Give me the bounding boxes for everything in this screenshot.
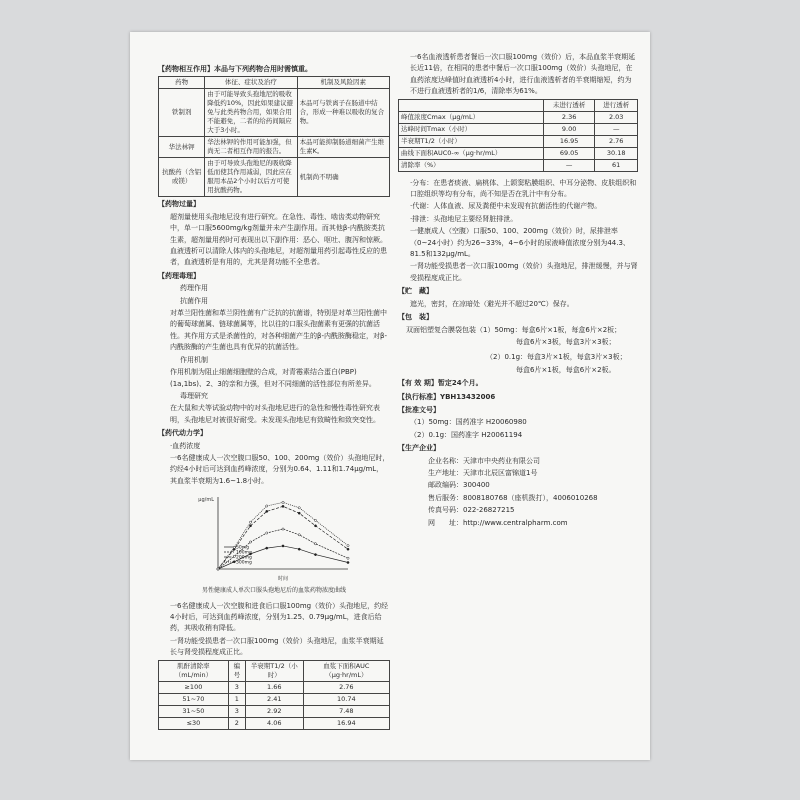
- table-cell: 51~70: [159, 693, 229, 705]
- table-row: [399, 135, 638, 147]
- after-chart-text: 一6名健康成人一次空腹和进食后口服100mg（效价）头孢地尼，约经4小时后，可达到血药峰浓度，分别为1.25、0.79μg/mL，进食后给药，其吸收稍有降低。: [170, 601, 389, 633]
- validity: 【有 效 期】暂定24个月。: [398, 379, 483, 388]
- approval-title: 【批准文号】: [398, 405, 440, 414]
- table-cell: 1: [228, 693, 245, 705]
- standard: 【执行标准】YBH13432006: [398, 392, 496, 401]
- table-cell: 1.66: [245, 681, 303, 693]
- pk-header: 进行透析: [595, 99, 638, 111]
- data-point: [282, 545, 284, 547]
- company-address: 生产地址：天津市北辰区富锦道1号: [428, 468, 538, 477]
- table-cell: 2: [228, 717, 245, 729]
- data-point: [347, 562, 349, 564]
- chart-caption: 男性健康成人单次口服头孢地尼后的血浆药物浓度曲线: [201, 587, 346, 595]
- pk-header: 未进行透析: [543, 99, 595, 111]
- legend-label: 100mg: [236, 550, 252, 556]
- data-point: [249, 521, 251, 523]
- pharm-sub-2: 抗菌作用: [180, 296, 208, 305]
- metabolism-text: ·代谢：人体血液、尿及粪便中未发现有抗菌活性的代谢产物。: [410, 202, 602, 211]
- table-cell: 3: [228, 681, 245, 693]
- table-cell: 2.92: [245, 705, 303, 717]
- data-point: [314, 525, 316, 527]
- table-cell: 机制尚不明确: [297, 158, 389, 197]
- data-point: [217, 568, 219, 570]
- pharm-sub-1: 药理作用: [180, 284, 208, 293]
- interaction-title: 【药物相互作用】本品与下列药物合用时需慎重。: [158, 65, 312, 73]
- approval-line: （2）0.1g：国药准字 H20061194: [410, 430, 523, 439]
- table-row: [159, 693, 390, 705]
- data-point: [282, 528, 284, 530]
- table-cell: 69.05: [543, 147, 595, 159]
- overdose-title: 【药物过量】: [158, 200, 200, 209]
- concentration-chart-svg: [158, 491, 390, 583]
- table-cell: 61: [595, 159, 638, 171]
- data-point: [298, 548, 300, 550]
- data-point: [298, 512, 300, 514]
- storage-text: 遮光，密封，在凉暗处（避光并不超过20℃）保存。: [410, 299, 574, 308]
- table-cell: —: [543, 159, 595, 171]
- approval-line: （1）50mg：国药准字 H20060980: [410, 418, 527, 427]
- mechanism-text: 作用机制为阻止细菌细胞壁的合成，对青霉素结合蛋白(PBP)(1a,1bs)、2、3的亲和力强，但对不同细菌的活性部位有所差异。: [170, 368, 376, 388]
- overdose-text: 超剂量使用头孢地尼没有进行研究。在急性、毒性、啮齿类动物研究中，单一口服5600mg/kg剂量并未产生副作用。而其他β-内酰胺类抗生素，超剂量用药时可表现出以下副作用：恶心、呕吐、腹泻和惊厥。血液透析可以清除人体内的头孢地尼，对超剂量用药引起毒性反应的患者，血液透析是有用的，尤其是肾功能不全患者。: [170, 212, 387, 267]
- pk-title: 【药代动力学】: [158, 429, 207, 438]
- table-row: [399, 123, 638, 135]
- data-point: [314, 554, 316, 556]
- interaction-header: 机制及风险因素: [297, 77, 389, 89]
- data-point: [347, 545, 349, 547]
- table-row: [159, 681, 390, 693]
- toxicology-title: 毒理研究: [180, 391, 208, 400]
- legend-label: 300mg: [236, 560, 252, 566]
- data-point: [233, 546, 235, 548]
- table-cell: 峰值浓度Cmax（μg/mL）: [399, 111, 544, 123]
- table-cell: 16.94: [303, 717, 389, 729]
- data-point: [347, 557, 349, 559]
- table-cell: 16.95: [543, 135, 595, 147]
- renal-header: 血浆下面积AUC（μg·hr/mL）: [303, 660, 389, 681]
- data-point: [298, 507, 300, 509]
- interaction-header: 体征、症状及治疗: [205, 77, 297, 89]
- x-axis-label: 时间: [277, 576, 289, 583]
- leaflet-sheet: [130, 32, 650, 760]
- table-cell: 2.36: [543, 111, 595, 123]
- data-point: [282, 505, 284, 507]
- data-point: [266, 547, 268, 549]
- pk-subtitle: ·血药浓度: [170, 441, 201, 450]
- legend-label: 200mg: [236, 555, 252, 561]
- data-point: [266, 532, 268, 534]
- package-block: [398, 325, 638, 377]
- left-column: [158, 62, 390, 730]
- storage-title: 【贮 藏】: [398, 287, 433, 296]
- toxicology-text: 在大鼠和犬等试验动物中的对头孢地尼进行的急性和慢性毒性研究表明，头孢地尼对被很好耐受。未发现头孢地尼有致畸性和致突变性。: [170, 404, 380, 424]
- renal-table: [158, 660, 390, 730]
- table-row: [159, 705, 390, 717]
- data-point: [314, 543, 316, 545]
- table-row: [159, 158, 390, 197]
- table-cell: 2.41: [245, 693, 303, 705]
- data-point: [314, 519, 316, 521]
- table-cell: 31~50: [159, 705, 229, 717]
- package-title: 【包 装】: [398, 313, 433, 322]
- interaction-table: [158, 76, 390, 197]
- company-zip: 邮政编码：300400: [428, 481, 490, 490]
- renal-text: 一肾功能受损患者一次口服100mg（效价）头孢地尼，血浆半衰期延长与肾受损程度成正比。: [170, 636, 384, 657]
- table-row: [159, 137, 390, 158]
- pharm-title: 【药理毒理】: [158, 271, 200, 280]
- legend-label: 50mg: [236, 545, 249, 551]
- table-row: [399, 111, 638, 123]
- table-cell: 抗酸药（含铝或镁）: [159, 158, 205, 197]
- pharm-text: 对革兰阳性菌和革兰阴性菌有广泛抗的抗菌谱，特别是对革兰阳性菌中的葡萄球菌属、链球菌属等，比以往的口服头孢菌素有更强的抗菌活性。其作用方式是杀菌性的，对各种细菌产生的β-内酰胺酶稳定，对β-内酰胺酶的产生菌也具有优异的抗菌活性。: [170, 309, 387, 352]
- excretion-detail: 一健康成人（空腹）口服50、100、200mg（效价）时，尿排泄率（0~24小时）约为26~33%，4~6小时的尿液峰值浓度分别为44.3、81.5和132μg/mL。: [410, 227, 630, 259]
- package-line: 每盒6片×1板，每盒6片×2板。: [516, 365, 616, 374]
- table-cell: 9.00: [543, 123, 595, 135]
- table-cell: 达峰时间Tmax（小时）: [399, 123, 544, 135]
- data-point: [249, 541, 251, 543]
- table-cell: 4.06: [245, 717, 303, 729]
- renal-excretion-text: 一肾功能受损患者一次口服100mg（效价）头孢地尼，排泄缓慢，并与肾受损程度成正比。: [410, 262, 638, 282]
- table-cell: 2.03: [595, 111, 638, 123]
- table-cell: 本品可能抑制肠道细菌产生维生素K。: [297, 137, 389, 158]
- table-cell: ≤30: [159, 717, 229, 729]
- table-cell: 铁制剂: [159, 89, 205, 137]
- table-cell: 本品可与铁离子在肠道中结合，形成一种难以吸收的复合物。: [297, 89, 389, 137]
- table-cell: 2.76: [595, 135, 638, 147]
- table-row: [159, 89, 390, 137]
- company-name: 企业名称：天津市中央药业有限公司: [428, 456, 540, 465]
- table-cell: 华法林钾的作用可能加强，但尚无二者相互作用的报告。: [205, 137, 297, 158]
- right-column: [398, 52, 638, 530]
- package-line: （2）0.1g：每盒3片×1板，每盒3片×3板；: [486, 353, 627, 362]
- distribution-text: ·分布：在患者痰液、扁桃体、上颌窦粘膜组织、中耳分泌物、皮肤组织和口腔组织等均有分布，尚不知是否在乳汁中有分布。: [410, 178, 637, 199]
- dialysis-text: 一6名血液透析患者餐后一次口服100mg（效价）后，本品血浆半衰期延长近11倍，在相同的患者中餐后一次口服100mg（效价）头孢地尼，在血药浓度达峰值时血液透析4小时，进行血液透析者的半衰期缩短，约为不进行血液透析者的1/6，清除率为61%。: [410, 53, 636, 96]
- table-cell: 半衰期T1/2（小时）: [399, 135, 544, 147]
- table-cell: 由于可能导致头孢地尼的吸收降低约10%，因此如果建议避免与此类药物合用，如果合用不能避免，二者的给药间隔应大于3小时。: [205, 89, 297, 137]
- data-point: [347, 548, 349, 550]
- data-point: [249, 525, 251, 527]
- company-title: 【生产企业】: [398, 444, 440, 453]
- company-block: [398, 456, 638, 529]
- table-cell: 华法林钾: [159, 137, 205, 158]
- renal-header: 肌酐清除率（mL/min）: [159, 660, 229, 681]
- data-point: [298, 534, 300, 536]
- pk-text: 一6名健康成人一次空腹口服50、100、200mg（效价）头孢地尼时，约经4小时后可达到血药峰浓度，分别为0.64、1.11和1.74μg/mL，其血浆半衰期为1.6~1.8小时。: [170, 453, 390, 485]
- table-cell: 曲线下面积AUC0-∞（μg·hr/mL）: [399, 147, 544, 159]
- table-row: [399, 159, 638, 171]
- data-point: [282, 501, 284, 503]
- package-line: 每盒6片×3板，每盒3片×3板；: [516, 337, 616, 346]
- table-cell: 7.48: [303, 705, 389, 717]
- table-cell: 3: [228, 705, 245, 717]
- interaction-header: 药物: [159, 77, 205, 89]
- company-website: 网 址：http://www.centralpharm.com: [428, 518, 568, 527]
- table-cell: 10.74: [303, 693, 389, 705]
- concentration-chart: [158, 491, 390, 583]
- company-fax: 传真号码：022-26827215: [428, 506, 515, 515]
- table-row: [399, 147, 638, 159]
- renal-header: 编号: [228, 660, 245, 681]
- excretion-text: ·排泄：头孢地尼主要经肾脏排泄。: [410, 214, 518, 223]
- y-axis-label: μg/mL: [198, 497, 214, 504]
- table-cell: —: [595, 123, 638, 135]
- pk-header: [399, 99, 544, 111]
- data-point: [266, 505, 268, 507]
- mechanism-title: 作用机制: [180, 355, 208, 364]
- table-row: [159, 717, 390, 729]
- package-line: 双面铝塑复合膜袋包装（1）50mg：每盒6片×1板，每盒6片×2板；: [406, 325, 622, 334]
- data-point: [266, 510, 268, 512]
- dialysis-pk-table: [398, 99, 638, 172]
- table-cell: 2.76: [303, 681, 389, 693]
- company-phone: 售后服务：8008180768（座机拨打），4006010268: [428, 493, 598, 502]
- table-cell: 30.18: [595, 147, 638, 159]
- table-cell: ≥100: [159, 681, 229, 693]
- table-cell: 由于可导致头孢地尼的吸收降低而使其作用减弱，因此应在服用本品2个小时以后方可使用抗酸药物。: [205, 158, 297, 197]
- renal-header: 半衰期T1/2（小时）: [245, 660, 303, 681]
- table-cell: 清除率（%）: [399, 159, 544, 171]
